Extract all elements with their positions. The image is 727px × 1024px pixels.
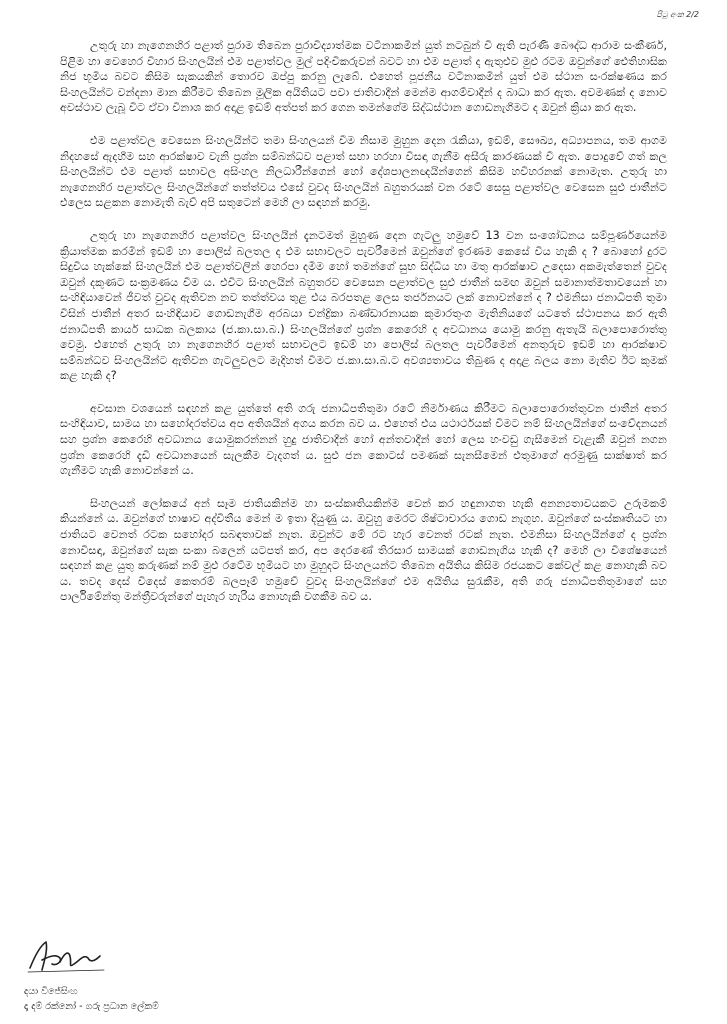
paragraph-2: එම පළාත්වල වෙසෙන සිංහලයින්ට තමා සිංහලයන් වීම නිසාම මුහුන දෙන රැකියා, ඉඩම්, සෞඛ්‍ය, අධ්‍යාපනය, තම ආගම නිදහසේ ඇදහීම සහ ආරක්ෂාව වැනි ප්‍රශ්න සම්බන්ධව පළාත් සභා හරහා විසඳා ගැනීම අසීරු කාරණයක් වී ඇත. පොදුවේ ගත් කල සිංහලයින්ට එම පළාත් සභාවල අසිංහල නිලධාරීන්ගෙන් හෝ දේශපාලනඥයින්ගෙන් කිසිම හවිහරනක් නොමැත. උතුරු හා නැගෙනහිර පළාත්වල සිංහලයින්ගේ තත්ත්වය එසේ වුවද සිංහලයින් බහුතරයක් වන රටේ සෙසු පළාත්වල වෙසෙන සුළු ජාතීන්ට එලෙස සළකන නොමැති බැව් අපි සතුටෙන් මෙහි ලා සඳහන් කරමු. — [60, 133, 667, 210]
page-number: පිටු අංක 2/2 — [656, 10, 699, 19]
signature-icon — [24, 936, 114, 976]
signer-name: දයා විජේසිංහ — [24, 986, 78, 997]
signer-title: දෑ දම් රක්නෝ - ගරු ප්‍රධාන ලේකම් — [24, 1001, 159, 1012]
paragraph-1: උතුරු හා නැගෙනහිර පළාත් පුරාම තිබෙන පුරාවිද්‍යාත්මක වටිනාකමින් යුත් නටබුන් වී ඇති පැරණි බෞද්ධ ආරාම සංකීර්ණ, පිළිම හා වෙහෙර විහාර සිංහලයින් එම පළාත්වල මුල් පදිංචිකරුවන් බවට හා එම පළාත් ද ඇතුළුව මුළු රටම ඔවුන්ගේ ඓතිහාසික නිජ භූමිය බවට කිසිම සැකයකින් තොරව ඔප්පු කරනු ලැබේ. එහෙත් පූජනීය වටිනාකමින් යුත් එම ස්ථාන සංරක්ෂණය කර සිංහලයින්ට වන්දනා මාන කිරීමට තිබෙන මූලික අයිතියට පවා ජාතිවාදීන් මෙන්ම ආගම්වාදීන් ද බාධා කර ඇත. අවමණක් ද නොව අවස්ථාව ලැබූ විට ඒවා විනාශ කර අදාළ ඉඩම් අත්පත් කර ගෙන තමන්ගේම සිද්ධස්ථාන ගොඩනැගීමට ද ඔවුන් ක්‍රියා කර ඇත. — [60, 39, 667, 115]
paragraph-4: අවසාන වශයෙන් සඳහන් කළ යුත්තේ අති ගරු ජනාධිපතිතුමා රටේ නිර්මාණය කිරීමට බලාපොරොත්තුවන ජාතීන් අතර සංහිඳියාව, සාමය හා සහෝදරත්වය අප අතිශයින් අගය කරන බව ය. එහෙත් එය යථාර්ථයක් වීමට නම් සිංහලයින්ගේ සංවේදනයන් සහ ප්‍රශ්න කෙරෙහි අවධානය යොමුකරන්නන් හුදු ජාතිවාදීන් හෝ අන්තවාදීන් හෝ ලෙස හංවඩු ගැසීමෙන් වැළැකී ඔවුන් නගන ප්‍රශ්න කෙරෙහි දැඩි අවධානයෙන් සැලකීම වැදගත් ය. සුළු ජන කොටස් පමණක් සැනසීමෙන් එතුමාගේ අරමුණු සාක්ෂාත් කර ගැනීමට හැකි නොවන්නේ ය. — [60, 401, 667, 478]
paragraph-5: සිංහලයන් ලෝකයේ අන් සෑම ජාතියකින්ම හා සංස්කෘතියකින්ම වෙන් කර හඳුනාගත හැකි අනන්‍යතාවයකට උරුමකම් කියන්නේ ය. ඔවුන්ගේ භාෂාව අද්විතීය මෙන් ම ඉතා දියුණු ය. ඔවුහු මෙරට ශිෂ්ටාචාරය ගොඩ නැගුහ. ඔවුන්ගේ සංස්කෘතියට හා ජාතියට වෙනත් රටක සහෝදර සබඳතාවක් නැත. ඔවුන්ට මේ රට හැර වෙනත් රටක් නැත. එමනිසා සිංහලයින්ගේ ද ප්‍රශ්න නොවිසඳා, ඔවුන්ගේ සැක සංකා බලෙන් යටපත් කර, අප දෙරණේ තිරසාර සාමයක් ගොඩනැගිය හැකි ද? මෙහි ලා විශේෂයෙන් සඳහන් කළ යුතු කරුණක් නම් මුළු රටේම භූමියට හා මුහුදට සිංහලයන්ට තිබෙන අයිතිය කිසිම රජයකට කේවල් කළ නොහැකි බව ය. තවද දෙස් විදෙස් කෙතරම් බලපෑම් හමුවේ වුවද සිංහලයින්ගේ එම අයිතිය සුරැකීම, අති ගරු ජනාධිපතිතුමාගේ සහ පාර්ලිමේන්තු මන්ත්‍රීවරුන්ගේ පැහැර හැරිය නොහැකි වගකීම බව ය. — [60, 496, 667, 604]
letter-body — [60, 38, 667, 622]
paragraph-3: උතුරු හා නැගෙනහිර පළාත්වල සිංහලයින් දැනටමත් මුහුණ දෙන ගැටලු හමුවේ 13 වන සංශෝධනය සම්පූර්ණයෙන්ම ක්‍රියාත්මක කරමින් ඉඩම් හා පොලිස් බලතල ද එම සභාවලට පැවරීමෙන් ඔවුන්ගේ ඉරණම කෙසේ විය හැකි ද ? බොහෝ දුරට සිදුවිය හැක්කේ සිංහලයින් එම පළාත්වලින් හෙරපා දමීම හෝ තමන්ගේ සුභ සිද්ධිය හා මතු ආරක්ෂාව උදෙසා අකමැත්තෙන් වුවද ඔවුන් දකුණට සංක්‍රමණය වීම ය. එවිට සිංහලයින් බහුතරව වෙසෙන පළාත්වල සුළු ජාතීන් සමඟ ඔවුන් සමානාත්මතාවයෙන් හා සංහිඳියාවෙන් ජීවත් වුවද ඇතිවන නව තත්ත්වය තුළ එය බරපතළ ලෙස තර්ජනයට ලක් නොවන්නේ ද ? එමනිසා ජනාධිපති තුමා විසින් ජාතීන් අතර සංහිඳියාව ගොඩනැගීම අරබයා චන්ද්‍රිකා බණ්ඩාරනායක කුමාරතුංග මැතිනියගේ යටතේ ස්ථාපනය කර ඇති ජනාධිපති කාර්ය සාධක බලකාය (ජ.කා.සා.බ.) සිංහලයින්ගේ ප්‍රශ්න කෙරෙහි ද අවධානය යොමු කරනු ඇතැයි බලාපොරොත්තු වෙමු. එහෙත් උතුරු හා නැගෙනහිර පළාත් සභාවලට ඉඩම් හා පොලිස් බලතල පැවරීමෙන් අනතුරුව ඉඩම් හා ආරක්ෂාව සම්බන්ධව සිංහලයින්ට ඇතිවන ගැටලුවලට මැදිහත් වීමට ජ.කා.සා.බ.ට අවශ්‍යතාවය තිබුණ ද අදාළ බලය නො මැතිව ඊට කුමක් කළ හැකි ද? — [60, 228, 667, 383]
handwritten-signature — [24, 936, 114, 976]
signer-block — [24, 984, 159, 1014]
